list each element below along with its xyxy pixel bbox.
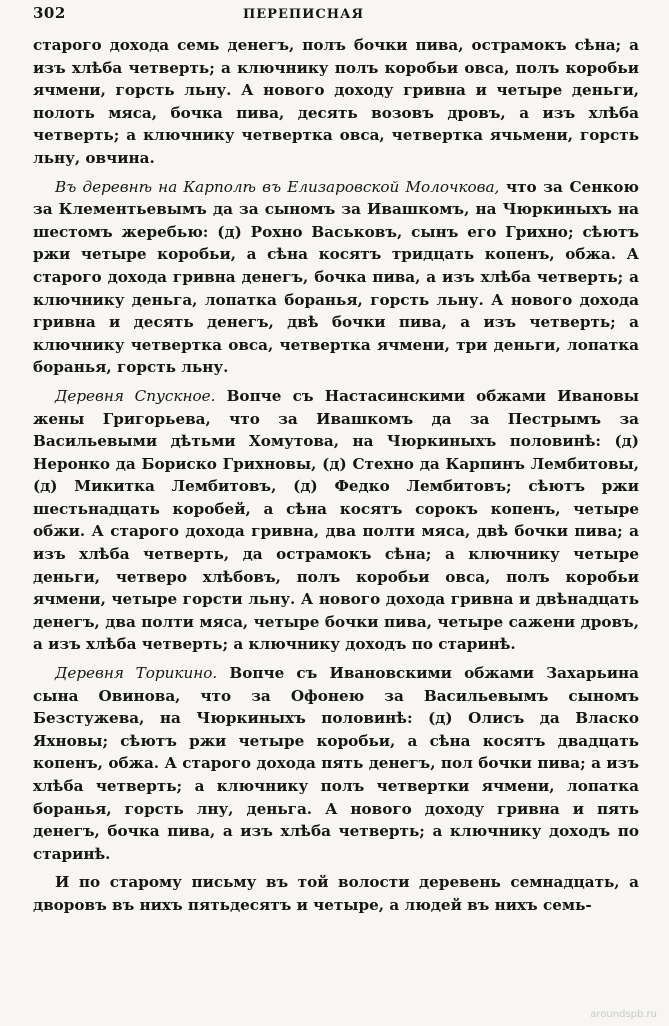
paragraph-summary (33, 871, 639, 916)
page-header (33, 4, 639, 34)
paragraph-text: Вопче съ Ивановскими обжами Захарьина сына Овинова, что за Офонею за Васильевымъ сыномъ Безстужева, на Чюркиныхъ половинѣ: (д) Олисъ да Власко Яхновы; сѣютъ ржи четыре коробьи, а сѣна косятъ двадцать копенъ, обжа. А старого дохода пять денегъ, пол бочки пива; а изъ хлѣба четверть; а ключнику полъ четвертки ячмени, лопатка боранья, горсть лну, деньга. А нового доходу гривна и пять денегъ, бочка пива, а изъ хлѣба четверть; а ключнику доходъ по старинѣ. (33, 664, 639, 863)
watermark: aroundspb.ru (590, 1009, 657, 1020)
paragraph-text: Вопче съ Настасинскими обжами Ивановы жены Григорьева, что за Ивашкомъ да за Пестрымъ за Васильевыми дѣтьми Хомутова, на Чюркиныхъ половинѣ: (д) Неронко да Бориско Грихновы, (д) Стехно да Карпинъ Лембитовы, (д) Микитка Лембитовъ, (д) Федко Лембитовъ; сѣютъ ржи шестьнадцать коробей, а сѣна косятъ сорокъ копенъ, четыре обжи. А старого дохода гривна, два полти мяса, двѣ бочки пива; а изъ хлѣба четверть, да острамокъ сѣна; а ключнику четыре деньги, четверо хлѣбовъ, полъ коробьи овса, полъ коробьи ячмени, четыре горсти льну. А нового дохода гривна и двѣнадцать денегъ, два полти мяса, четыре бочки пива, четыре сажени дровъ, а изъ хлѣба четверть; а ключнику доходъ по старинѣ. (33, 386, 639, 654)
paragraph-lead: Въ деревнѣ на Карполѣ въ Елизаровской Молочкова, (55, 177, 500, 196)
paragraph-text: старого дохода семь денегъ, полъ бочки пива, острамокъ сѣна; а изъ хлѣба четверть; а ключнику полъ коробьи овса, полъ коробьи ячмени, горсть льну. А нового доходу гривна и четыре деньги, полоть мяса, бочка пива, десять возовъ дровъ, а изъ хлѣба четверть; а ключнику четвертка овса, четвертка ячьмени, горсть льну, овчина. (33, 36, 639, 167)
paragraph-torikino (33, 662, 639, 865)
paragraph-karpol (33, 176, 639, 379)
paragraph-text: И по старому письму въ той волости деревень семнадцать, а дворовъ въ нихъ пятьдесятъ и четыре, а людей въ нихъ семь- (33, 873, 639, 914)
paragraph-spusknoe (33, 385, 639, 656)
paragraph-lead: Деревня Торикино. (55, 664, 218, 683)
page-body (33, 34, 639, 917)
paragraph-text: что за Сенкою за Клементьевымъ да за сыномъ за Ивашкомъ, на Чюркиныхъ на шестомъ жеребью: (д) Рохно Васьковъ, сынъ его Грихно; сѣютъ ржи четыре коробьи, а сѣна косятъ тридцать копенъ, обжа. А старого дохода гривна денегъ, бочка пива, а изъ хлѣба четверть; а ключнику деньга, лопатка боранья, горсть льну. А нового дохода гривна и десять денегъ, двѣ бочки пива, а изъ четверть; а ключнику четвертка овса, четвертка ячмени, три деньги, лопатка боранья, горсть льну. (33, 177, 640, 377)
paragraph-lead: Деревня Спускное. (55, 386, 216, 405)
running-title: ПЕРЕПИСНАЯ (243, 7, 365, 22)
paragraph-continued (33, 34, 639, 170)
page-number: 302 (33, 4, 66, 22)
